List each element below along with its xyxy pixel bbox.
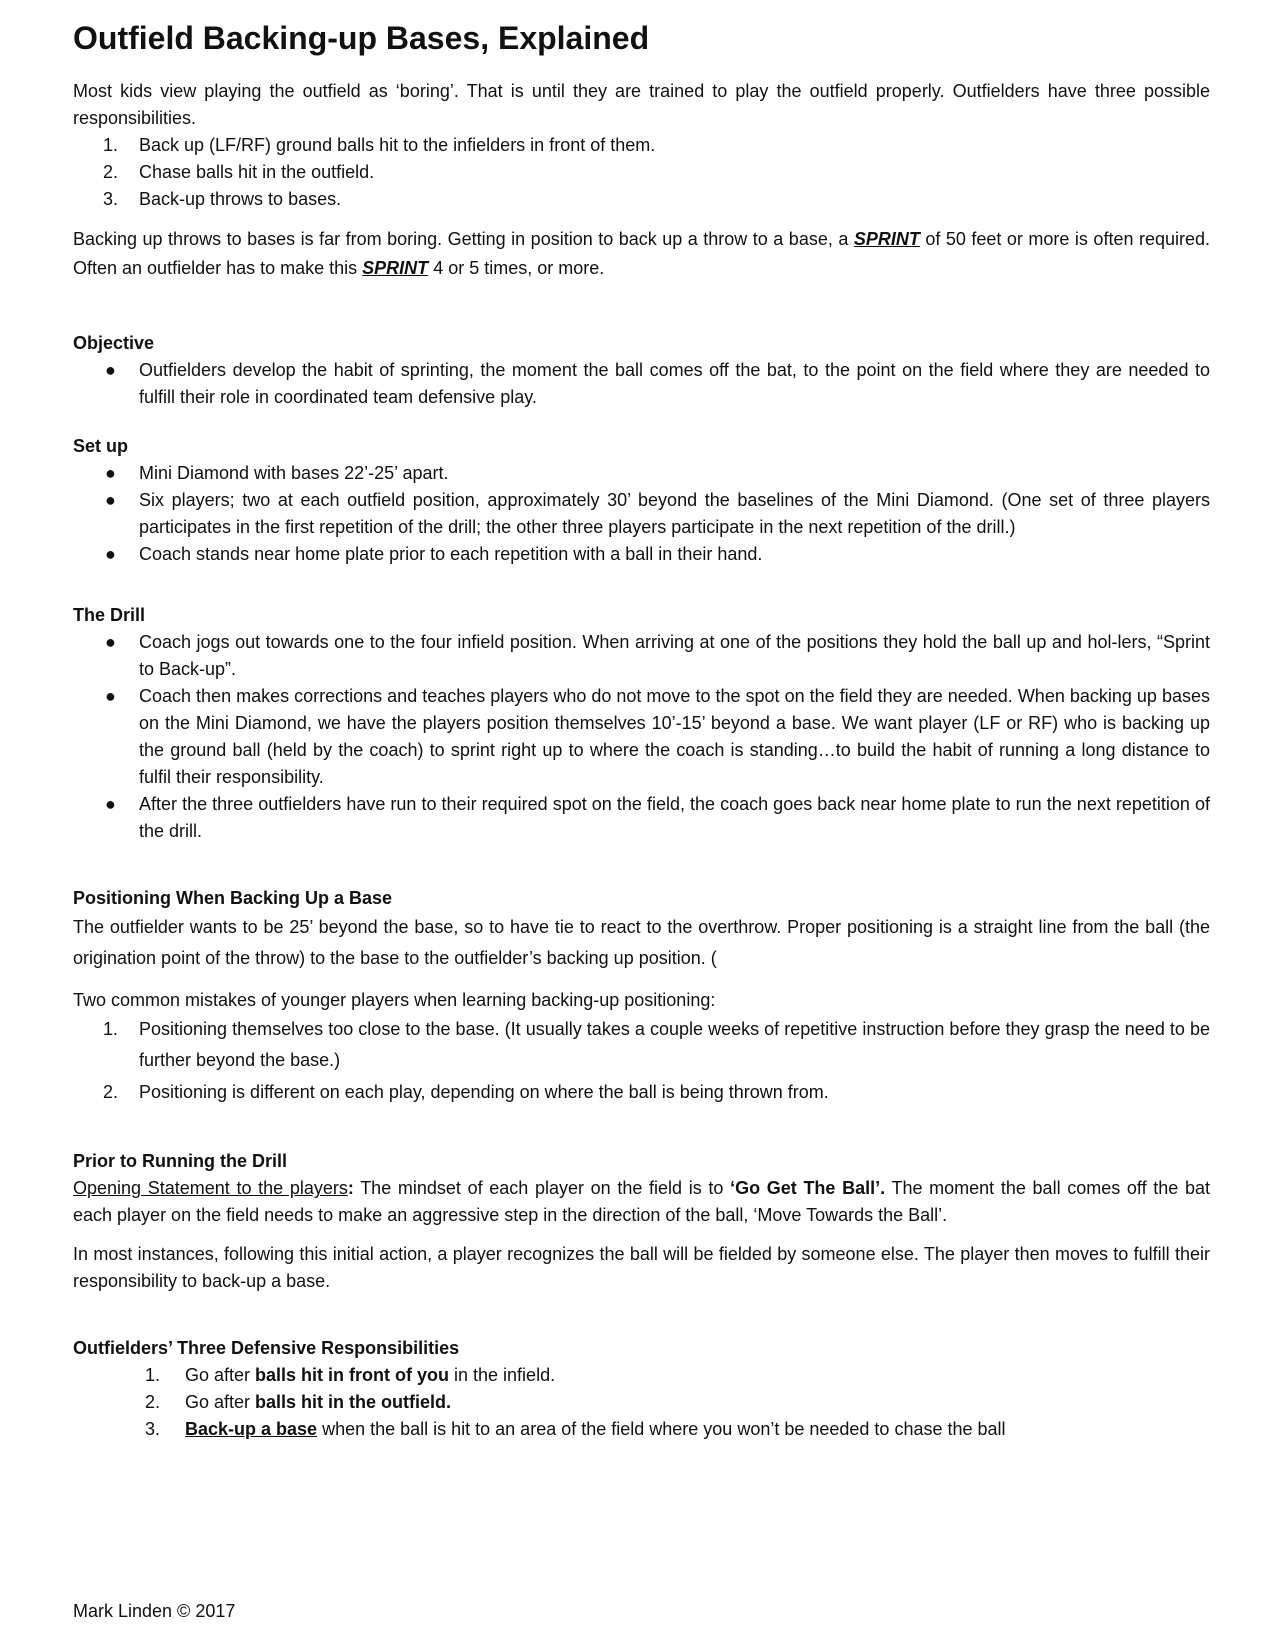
list-item-text: in the infield. (449, 1365, 556, 1386)
list-item (73, 1362, 1210, 1389)
prior-section (73, 1148, 1210, 1295)
list-item (73, 629, 1210, 683)
list-item-text: Back up (LF/RF) ground balls hit to the infielders in front of them. (139, 134, 656, 155)
bullet-icon: ● (105, 685, 116, 706)
sprint-paragraph (73, 225, 1210, 284)
opening-text: The mindset of each player on the field is to (353, 1178, 731, 1199)
prior-paragraph: In most instances, following this initial action, a player recognizes the ball will be fielded by someone else. The player then moves to fulfill their responsibility to back-up a base. (73, 1244, 1210, 1292)
list-item (73, 683, 1210, 791)
opening-label: Opening Statement to the players (73, 1178, 348, 1199)
opening-statement (73, 1175, 1210, 1229)
sprint-paragraph-part: of 50 feet or more is often required. Often an outfielder has to make this (73, 228, 1211, 279)
list-item-text: Outfielders develop the habit of sprinting, the moment the ball comes off the bat, to the point on the field where they are needed to fulfill their role in coordinated team defensive play. (139, 359, 1210, 407)
positioning-section (73, 885, 1210, 1109)
list-item (73, 487, 1210, 541)
list-item-text: Back-up throws to bases. (139, 188, 342, 209)
positioning-paragraph: The outfielder wants to be 25’ beyond the base, so to have tie to react to the overthrow. Proper positioning is a straight line from the ball (the origination point of the throw) to the base to the outfielder’s backing up position. ( (73, 916, 1210, 969)
list-item (73, 357, 1210, 411)
list-item (73, 1389, 1210, 1416)
bullet-icon: ● (105, 462, 116, 483)
list-item (73, 1416, 1210, 1443)
list-item (73, 132, 1210, 159)
list-item (73, 1014, 1210, 1077)
intro-paragraph: Most kids view playing the outfield as ‘boring’. That is until they are trained to play the outfield properly. Outfielders have three possible responsibilities. (73, 80, 1210, 128)
list-item-text: Coach jogs out towards one to the four infield position. When arriving at one of the positions they hold the ball up and hol-lers, “Sprint to Back-up”. (139, 631, 1210, 679)
list-item-text: when the ball is hit to an area of the field where you won’t be needed to chase the ball (317, 1419, 1006, 1440)
list-item-text: Chase balls hit in the outfield. (139, 161, 375, 182)
section-heading: Positioning When Backing Up a Base (73, 887, 393, 908)
list-item-text: Positioning themselves too close to the base. (It usually takes a couple weeks of repetitive instruction before they grasp the need to be further beyond the base.) (139, 1018, 1210, 1071)
list-item-text: Six players; two at each outfield position, approximately 30’ beyond the baselines of the Mini Diamond. (One set of three players participates in the first repetition of the drill; the other three players participate in the next repetition of the drill.) (139, 489, 1210, 537)
opening-colon: : (347, 1178, 354, 1199)
setup-list (73, 460, 1210, 568)
list-item-text: Go after (185, 1365, 256, 1386)
objective-list (73, 357, 1210, 411)
bullet-icon: ● (105, 543, 116, 564)
mistakes-list (73, 1014, 1210, 1109)
list-item (73, 541, 1210, 568)
list-item-text: Coach stands near home plate prior to each repetition with a ball in their hand. (139, 543, 763, 564)
intro-section (73, 78, 1210, 284)
list-item (73, 159, 1210, 186)
sprint-paragraph-part: Backing up throws to bases is far from boring. Getting in position to back up a throw to a base, a (73, 228, 854, 249)
list-item (73, 460, 1210, 487)
list-item (73, 791, 1210, 845)
list-item-text: Coach then makes corrections and teaches players who do not move to the spot on the field they are needed. When backing up bases on the Mini Diamond, we have the players position themselves 10’-15’ beyond a base. We want player (LF or RF) who is backing up the ground ball (held by the coach) to sprint right up to where the coach is standing…to build the habit of running a long distance to fulfil their responsibility. (139, 685, 1210, 787)
mistakes-intro: Two common mistakes of younger players when learning backing-up positioning: (73, 989, 716, 1010)
page-title: Outfield Backing-up Bases, Explained (73, 20, 650, 56)
footer-copyright: Mark Linden © 2017 (73, 1601, 236, 1621)
list-item-emphasis: Back-up a base (185, 1419, 318, 1440)
list-number: 2. (145, 1392, 161, 1413)
sprint-emphasis: SPRINT (853, 228, 920, 249)
list-number: 2. (103, 1081, 119, 1102)
bullet-icon: ● (105, 631, 116, 652)
sprint-paragraph-part: 4 or 5 times, or more. (428, 258, 605, 279)
list-number: 3. (145, 1419, 161, 1440)
setup-section (73, 433, 1210, 568)
opening-emphasis: ‘Go Get The Ball’. (730, 1178, 886, 1199)
section-heading: Prior to Running the Drill (73, 1151, 287, 1172)
section-heading: Outfielders’ Three Defensive Responsibilities (73, 1338, 460, 1359)
list-item-text: Go after (185, 1392, 256, 1413)
bullet-icon: ● (105, 489, 116, 510)
list-item (73, 1077, 1210, 1109)
list-item-text: Mini Diamond with bases 22’-25’ apart. (139, 462, 449, 483)
list-number: 3. (103, 188, 119, 209)
list-item-emphasis: balls hit in the outfield. (255, 1392, 452, 1413)
bullet-icon: ● (105, 359, 116, 380)
bullet-icon: ● (105, 793, 116, 814)
intro-list (73, 132, 1210, 213)
list-number: 1. (103, 134, 119, 155)
list-number: 1. (145, 1365, 161, 1386)
section-heading: Set up (73, 435, 129, 456)
list-item-text: Positioning is different on each play, depending on where the ball is being thrown from. (139, 1081, 829, 1102)
list-item-text: After the three outfielders have run to their required spot on the field, the coach goes back near home plate to run the next repetition of the drill. (139, 793, 1210, 841)
responsibilities-section (73, 1335, 1210, 1443)
document-page (73, 18, 1210, 1443)
list-item-emphasis: balls hit in front of you (255, 1365, 450, 1386)
list-number: 1. (103, 1018, 119, 1039)
drill-section (73, 602, 1210, 845)
list-item (73, 186, 1210, 213)
objective-section (73, 330, 1210, 411)
section-heading: The Drill (73, 604, 146, 625)
opening-text: The moment the ball comes off the bat each player on the field needs to make an aggressive step in the direction of the ball, ‘Move Towards the Ball’. (73, 1178, 1210, 1226)
section-heading: Objective (73, 332, 155, 353)
sprint-emphasis: SPRINT (362, 258, 429, 279)
responsibilities-list (73, 1362, 1210, 1443)
drill-list (73, 629, 1210, 845)
list-number: 2. (103, 161, 119, 182)
